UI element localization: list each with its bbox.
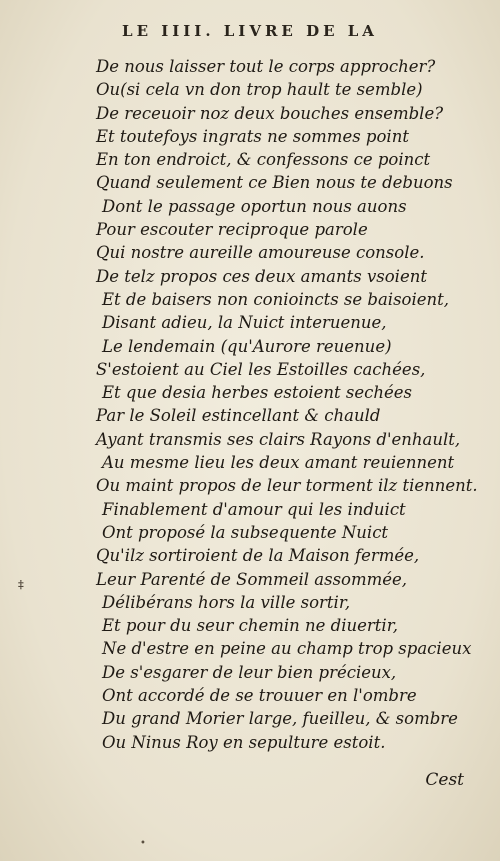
verse-line: De nous laisser tout le corps approcher? [96,57,436,76]
verse-line: Quand seulement ce Bien nous te debuons [96,173,453,193]
verse-line: Qui nostre aureille amoureuse console. [96,243,425,263]
verse-line: Délibérans hors la ville sortir, [102,592,351,612]
verse-line: Ou maint propos de leur torment ilz tiennent. [96,476,478,496]
verse-line: De s'esgarer de leur bien précieux, [102,662,397,682]
verse-line: Ont accordé de se trouuer en l'ombre [102,686,417,706]
verse-line: Et pour du seur chemin ne diuertir, [102,616,399,636]
margin-mark: ‡ [18,578,24,591]
verse-line: Ou Ninus Roy en sepulture estoit. [102,732,386,752]
verse-line: De telz propos ces deux amants vsoient [96,266,427,286]
verse-line: Leur Parenté de Sommeil assommée, [96,569,408,589]
verse-line: Disant adieu, la Nuict interuenue, [102,313,387,333]
verse-line: Dont le passage oportun nous auons [102,196,407,216]
verse-line: Ou(si cela vn don trop hault te semble) [96,80,423,100]
verse-line: Du grand Morier large, fueilleu, & sombre [102,709,458,729]
verse-line: Et de baisers non conioincts se baisoient, [102,289,450,309]
verse-line: Le lendemain (qu'Aurore reuenue) [102,336,392,356]
verse-line: Par le Soleil estincellant & chauld [96,406,381,426]
verse-line: Et toutefoys ingrats ne sommes point [96,126,409,146]
verse-line: Finablement d'amour qui les induict [102,499,406,519]
verse-line: Ayant transmis ses clairs Rayons d'enhault, [96,429,461,449]
catchword: Cest [425,770,464,790]
verse-line: Pour escouter reciproque parole [96,220,368,240]
verse-line: De receuoir noz deux bouches ensemble? [96,103,444,123]
verse-list [96,55,486,754]
verse-line: Ont proposé la subsequente Nuict [102,522,389,542]
verse-line: Qu'ilz sortiroient de la Maison fermée, [96,546,420,566]
verse-line: S'estoient au Ciel les Estoilles cachées, [96,359,426,379]
verse-line: Et que desia herbes estoient sechées [102,383,413,403]
running-title: LE IIII. LIVRE DE LA [122,22,378,40]
ink-speck: • [140,838,146,849]
verse-line: Ne d'estre en peine au champ trop spacieux [102,639,472,659]
verse-line: Au mesme lieu les deux amant reuiennent [102,453,455,473]
verse-line: En ton endroict, & confessons ce poinct [96,150,431,170]
